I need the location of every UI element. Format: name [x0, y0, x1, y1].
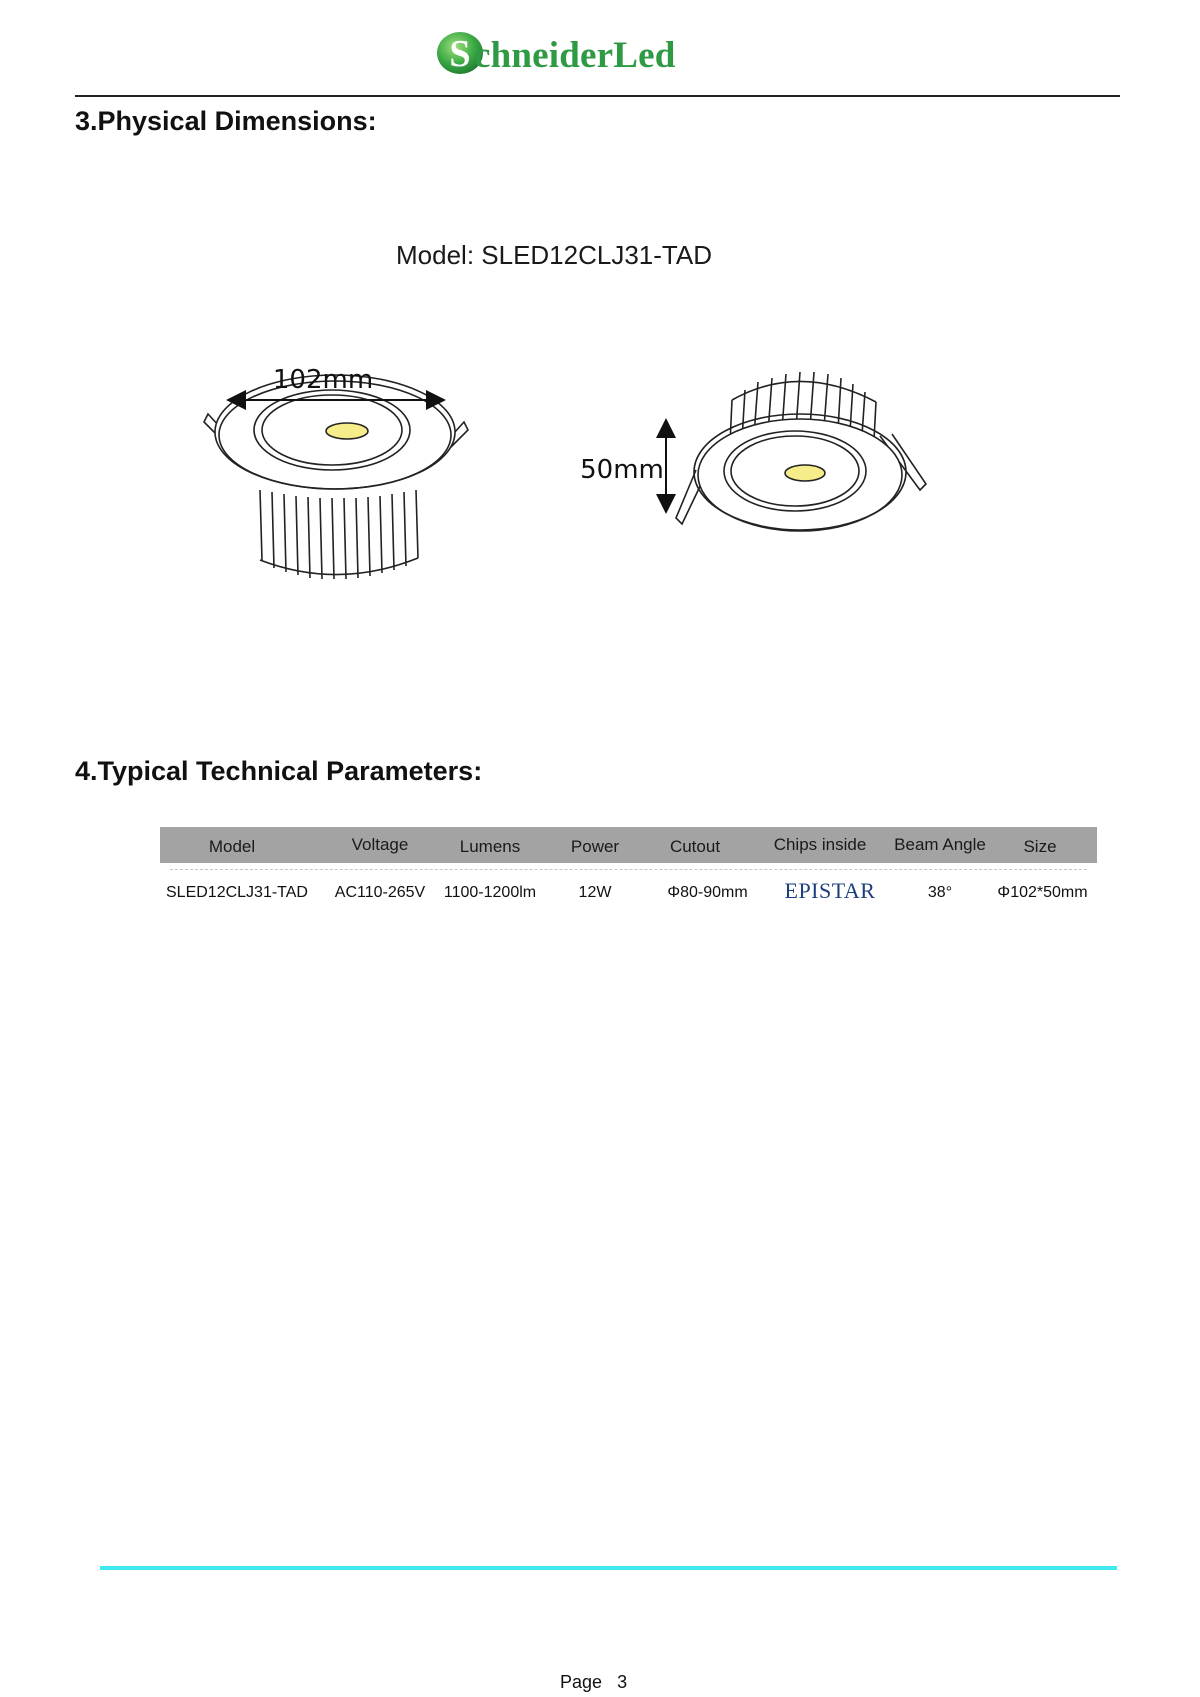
- downlight-front-view: [204, 375, 468, 579]
- cell-power: 12W: [578, 884, 612, 901]
- header-divider: [75, 95, 1120, 97]
- footer-divider: [100, 1566, 1117, 1570]
- company-logo: [436, 28, 706, 78]
- cell-model: SLED12CLJ31-TAD: [166, 884, 308, 901]
- section-4-title: 4.Typical Technical Parameters:: [75, 756, 483, 786]
- header-chips-inside: Chips inside: [773, 835, 867, 854]
- logo-initial: S: [449, 33, 471, 75]
- header-size: Size: [1023, 837, 1057, 856]
- page-label: Page: [560, 1672, 603, 1692]
- header-beam-angle: Beam Angle: [894, 835, 986, 854]
- table-separator: [170, 869, 1087, 870]
- model-label: Model: SLED12CLJ31-TAD: [396, 240, 712, 270]
- cell-chips-epistar-logo: EPISTAR: [784, 878, 876, 903]
- header-power: Power: [570, 837, 620, 856]
- table-header-row: [160, 827, 1097, 863]
- cell-voltage: AC110-265V: [334, 884, 426, 901]
- cell-size: Φ102*50mm: [997, 884, 1088, 901]
- header-lumens: Lumens: [459, 837, 521, 856]
- dimension-drawing: [180, 360, 980, 590]
- page-number: 3: [617, 1672, 628, 1692]
- cell-beam-angle: 38°: [927, 884, 953, 901]
- heatsink-fins: [260, 490, 418, 579]
- page-footer: [560, 1672, 627, 1693]
- cell-lumens: 1100-1200lm: [443, 884, 537, 901]
- section-3-title: 3.Physical Dimensions:: [75, 106, 377, 136]
- downlight-side-view: [676, 372, 926, 531]
- parameters-table: [160, 827, 1097, 932]
- width-dimension-label: 102mm: [272, 365, 374, 395]
- height-dimension-label: 50mm: [580, 455, 664, 485]
- header-model: Model: [208, 837, 256, 856]
- header-cutout: Cutout: [669, 837, 721, 856]
- header-voltage: Voltage: [351, 835, 409, 854]
- logo-wordmark: chneiderLed: [474, 35, 676, 76]
- cell-cutout: Φ80-90mm: [667, 884, 748, 901]
